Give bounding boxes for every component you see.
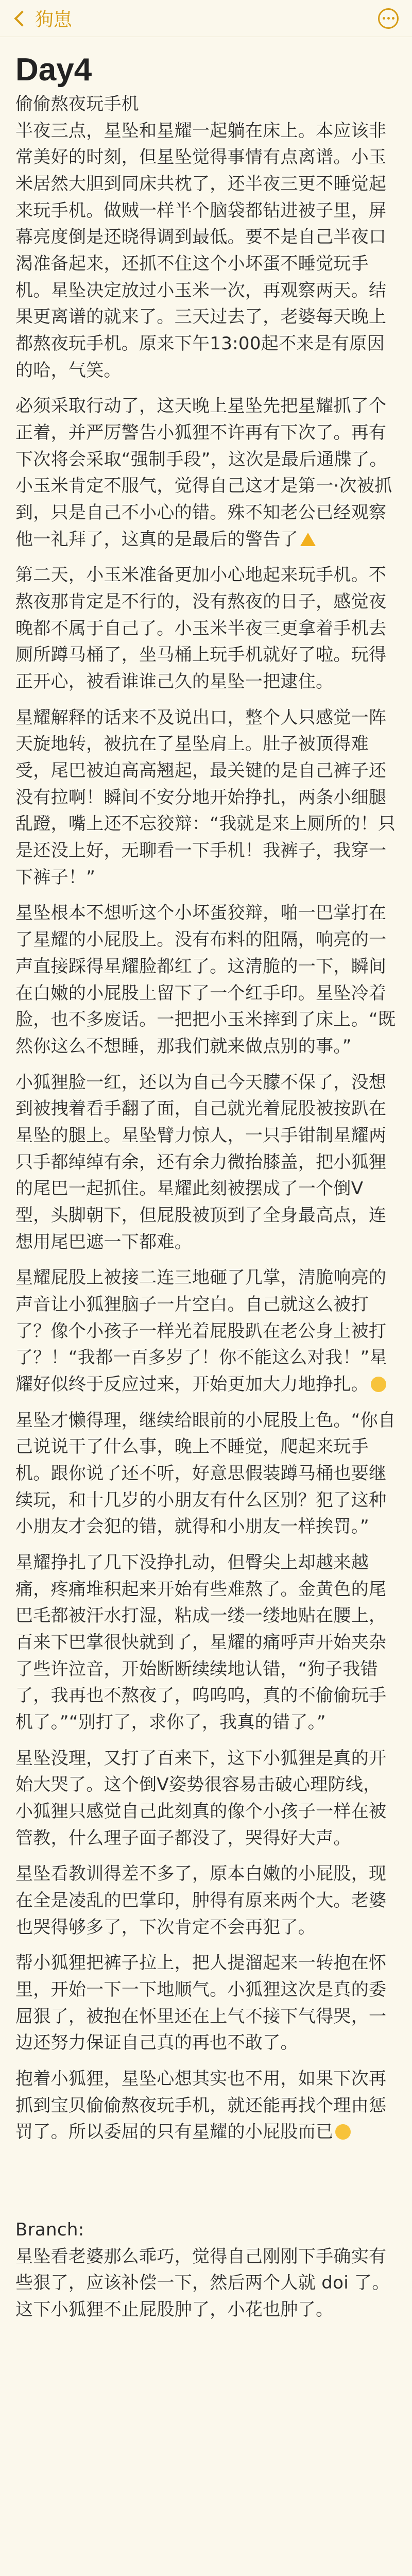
more-options-button[interactable] xyxy=(378,8,399,29)
note-paragraph: 星耀屁股上被接二连三地砸了几掌，清脆响亮的声音让小狐狸脑子一片空白。自己就这么被打了？像个小孩子一样光着屁股趴在老公身上被打了？！“我都一百多岁了！你不能这么对我！”星耀好似终于反应过来，开始更加大力地挣扎。 xyxy=(15,1267,387,1395)
back-button-label: 狗崽 xyxy=(35,9,73,30)
note-paragraph: 星坠根本不想听这个小坏蛋狡辩，啪一巴掌打在了星耀的小屁股上。没有布料的阻隔，响亮的一声直接踩得星耀脸都红了。这清脆的一下，瞬间在白嫩的小屁股上留下了一个红手印。星坠冷着脸，也不多废话。一把把小玉米摔到了床上。“既然你这么不想睡，那我们就来做点别的事。” xyxy=(15,903,396,1057)
note-body[interactable] xyxy=(0,37,412,2353)
note-title: Day4 xyxy=(15,52,92,88)
note-paragraph: 星坠看教训得差不多了，原本白嫩的小屁股，现在全是凌乱的巴掌印，肿得有原来两个大。老婆也哭得够多了，下次肯定不会再犯了。 xyxy=(15,1863,387,1938)
note-paragraph-branch: Branch: 星坠看老婆那么乖巧，觉得自己刚刚下手确实有些狠了，应该补偿一下，然后两个人就 doi 了。这下小狐狸不止屁股肿了，小花也肿了。 xyxy=(15,2219,390,2320)
note-paragraph: 抱着小狐狸，星坠心想其实也不用，如果下次再抓到宝贝偷偷熬夜玩手机，就还能再找个理由惩罚了。所以委屈的只有星耀的小屁股而已 xyxy=(15,2069,387,2143)
note-paragraph: 星坠没理，又打了百来下，这下小狐狸是真的开始大哭了。这个倒V姿势很容易击破心理防线，小狐狸只感觉自己此刻真的像个小孩子一样在被管教，什么理子面子都没了，哭得好大声。 xyxy=(15,1748,387,1849)
more-dot-icon xyxy=(383,17,385,20)
blank-space xyxy=(15,2155,397,2217)
note-paragraph: 偷偷熬夜玩手机 半夜三点，星坠和星耀一起躺在床上。本应该非常美好的时刻，但星坠觉得事情有点离谱。小玉米居然大胆到同床共枕了，还半夜三更不睡觉起来玩手机。做贼一样半个脑袋都钻进被子里，屏幕亮度倒是还晓得调到最低。要不是自己半夜口渴准备起来，还抓不住这个小坏蛋不睡觉玩手机。星坠决定放过小玉米一次，再观察两天。结果更离谱的就来了。三天过去了，老婆每天晚上都熬夜玩手机。原来下午13:00起不来是有原因的哈，气笑。 xyxy=(15,94,387,381)
note-paragraph: 星坠才懒得理，继续给眼前的小屁股上色。“你自己说说干了什么事，晚上不睡觉，爬起来玩手机。跟你说了还不听，好意思假装蹲马桶也要继续玩，和十几岁的小朋友有什么区别？犯了这种小朋友才会犯的错，就得和小朋友一样挨罚。” xyxy=(15,1410,396,1537)
note-paragraph: 第二天，小玉米准备更加小心地起来玩手机。不熬夜那肯定是不行的，没有熬夜的日子，感觉夜晚都不属于自己了。小玉米半夜三更拿着手机去厕所蹲马桶了，坐马桶上玩手机就好了啦。玩得正开心，被看谁谁己久的星坠一把逮住。 xyxy=(15,565,387,692)
note-paragraph: 星耀挣扎了几下没挣扎动，但臀尖上却越来越痛，疼痛堆积起来开始有些难熬了。金黄色的尾巴毛都被汗水打湿，粘成一缕一缕地贴在腰上，百来下巴掌很快就到了，星耀的痛呼声开始夹杂了些许泣音，开始断断续续地认错，“狗子我错了，我再也不熬夜了，呜呜呜，真的不偷偷玩手机了。”“别打了，求你了，我真的错了。” xyxy=(15,1552,387,1733)
note-paragraph: 星耀解释的话来不及说出口，整个人只感觉一阵天旋地转，被抗在了星坠肩上。肚子被顶得难受，尾巴被迫高高翘起，最关键的是自己裤子还没有拉啊！瞬间不安分地开始挣扎，两条小细腿乱蹬，嘴上还不忘狡辩：“我就是来上厕所的！只是还没上好，无聊看一下手机！我裤子，我穿一下裤子！” xyxy=(15,707,396,888)
note-paragraph: 帮小狐狸把裤子拉上，把人提溜起来一转抱在怀里，开始一下一下地顺气。小狐狸这次是真的委屈狠了，被抱在怀里还在上气不接下气得哭，一边还努力保证自己真的再也不敢了。 xyxy=(15,1953,387,2054)
back-button[interactable] xyxy=(13,5,72,31)
note-paragraph: 必须采取行动了，这天晚上星坠先把星耀抓了个正着，并严厉警告小狐狸不许再有下次了。再有下次将会采取“强制手段”，这次是最后通牒了。小玉米肯定不服气，觉得自己这才是第一·次被抓到，只是自己不小心的错。殊不知老公已经观察他一礼拜了，这真的是最后的警告了 xyxy=(15,396,392,550)
more-dot-icon xyxy=(387,17,390,20)
more-dot-icon xyxy=(392,17,394,20)
chevron-left-icon xyxy=(14,10,30,26)
note-paragraph: 小狐狸脸一红，还以为自己今天朦不保了，没想到被拽着看手翻了面，自己就光着屁股被按趴在星坠的腿上。星坠臂力惊人，一只手钳制星耀两只手都绰绰有余，还有余力微抬膝盖，把小狐狸的尾巴一起抓住。星耀此刻被摆成了一个倒V型，头脚朝下，但屁股被顶到了全身最高点，连想用尾巴遮一下都难。 xyxy=(15,1072,387,1252)
smile-emoji-icon xyxy=(371,1377,386,1392)
top-navigation-bar xyxy=(0,0,412,37)
pleading-emoji-icon xyxy=(335,2124,351,2140)
warning-emoji-icon xyxy=(300,533,316,546)
